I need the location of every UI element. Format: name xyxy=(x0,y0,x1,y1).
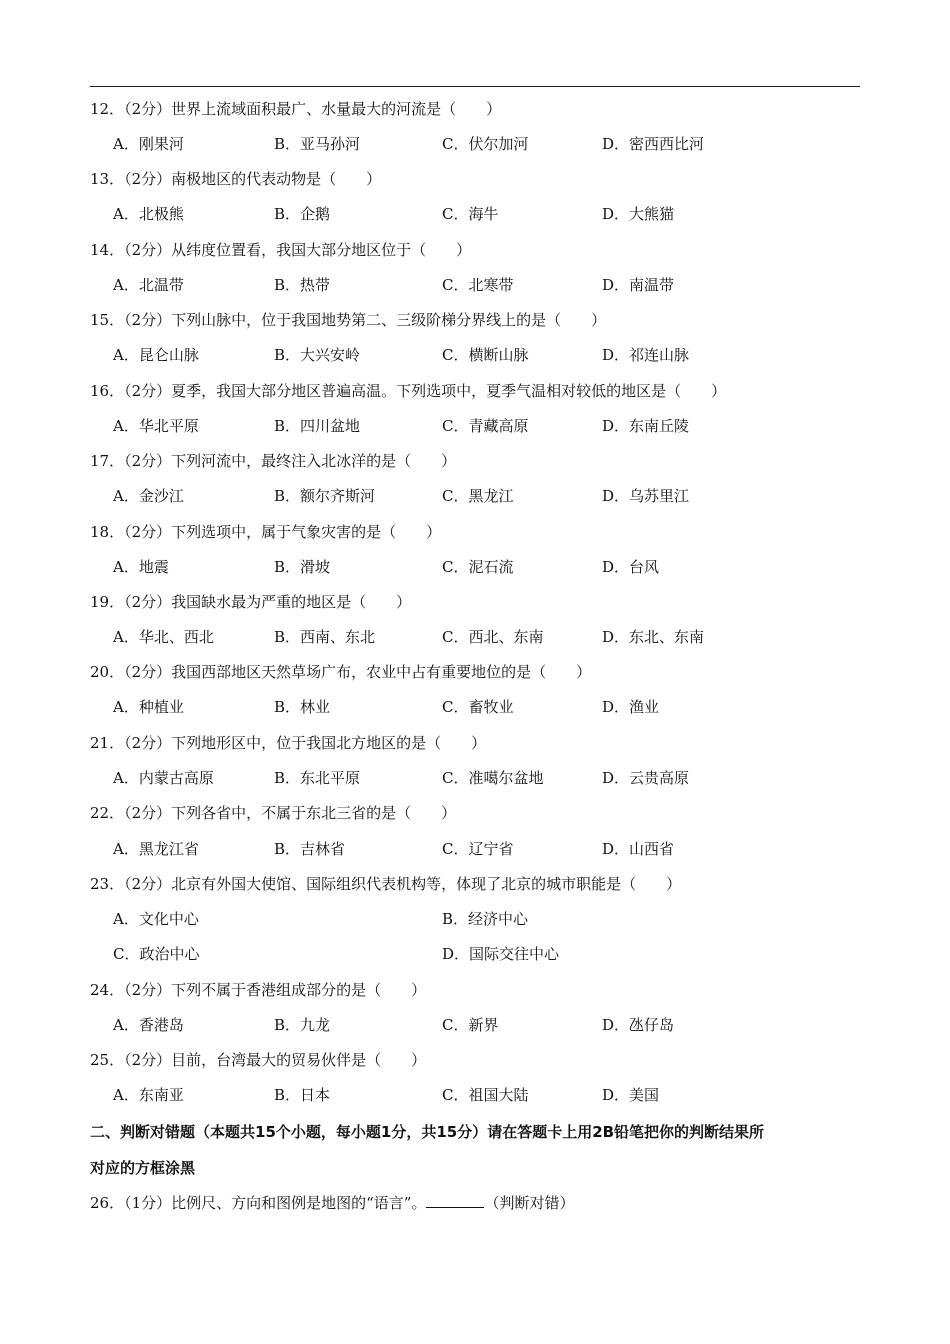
question-16-option-c: C．青藏高原 xyxy=(442,417,529,435)
question-21-stem: 21．（2分）下列地形区中，位于我国北方地区的是（ ） xyxy=(90,734,487,752)
question-23-stem: 23．（2分）北京有外国大使馆、国际组织代表机构等，体现了北京的城市职能是（ ） xyxy=(90,875,682,893)
question-17-stem: 17．（2分）下列河流中，最终注入北冰洋的是（ ） xyxy=(90,452,457,470)
question-16-option-b: B．四川盆地 xyxy=(274,417,361,435)
question-21-option-c: C．准噶尔盆地 xyxy=(442,769,544,787)
answer-blank[interactable] xyxy=(426,1193,484,1208)
question-16-stem: 16．（2分）夏季，我国大部分地区普遍高温。下列选项中，夏季气温相对较低的地区是（ ） xyxy=(90,382,727,400)
question-23-option-d: D．国际交往中心 xyxy=(442,945,560,963)
question-24-stem: 24．（2分）下列不属于香港组成部分的是（ ） xyxy=(90,981,427,999)
question-24-option-c: C．新界 xyxy=(442,1016,499,1034)
section-2-heading-line-1: 二、判断对错题（本题共15个小题，每小题1分，共15分）请在答题卡上用2B铅笔把你的判断结果所 xyxy=(90,1123,765,1141)
question-19-stem: 19．（2分）我国缺水最为严重的地区是（ ） xyxy=(90,593,412,611)
question-12-stem: 12．（2分）世界上流域面积最广、水量最大的河流是（ ） xyxy=(90,100,502,118)
question-25-option-b: B．日本 xyxy=(274,1086,331,1104)
question-15-option-d: D．祁连山脉 xyxy=(602,346,690,364)
question-14-option-d: D．南温带 xyxy=(602,276,675,294)
question-21-option-a: A．内蒙古高原 xyxy=(113,769,214,787)
question-16-option-d: D．东南丘陵 xyxy=(602,417,690,435)
question-18-option-c: C．泥石流 xyxy=(442,558,514,576)
question-20-option-b: B．林业 xyxy=(274,698,331,716)
question-19-option-a: A．华北、西北 xyxy=(113,628,214,646)
question-14-option-a: A．北温带 xyxy=(113,276,184,294)
question-25-option-c: C．祖国大陆 xyxy=(442,1086,529,1104)
question-17-option-b: B．额尔齐斯河 xyxy=(274,487,376,505)
question-23-option-c: C．政治中心 xyxy=(113,945,200,963)
question-18-option-a: A．地震 xyxy=(113,558,169,576)
question-12-option-b: B．亚马孙河 xyxy=(274,135,361,153)
section-2-heading-line-2: 对应的方框涂黑 xyxy=(90,1159,196,1177)
question-17-option-c: C．黑龙江 xyxy=(442,487,514,505)
question-20-option-d: D．渔业 xyxy=(602,698,660,716)
question-22-option-a: A．黑龙江省 xyxy=(113,840,199,858)
question-19-option-b: B．西南、东北 xyxy=(274,628,376,646)
question-12-option-a: A．刚果河 xyxy=(113,135,184,153)
question-25-stem: 25．（2分）目前，台湾最大的贸易伙伴是（ ） xyxy=(90,1051,427,1069)
question-17-option-d: D．乌苏里江 xyxy=(602,487,690,505)
question-24-option-d: D．氹仔岛 xyxy=(602,1016,675,1034)
question-13-option-b: B．企鹅 xyxy=(274,205,331,223)
question-18-option-d: D．台风 xyxy=(602,558,660,576)
question-22-stem: 22．（2分）下列各省中，不属于东北三省的是（ ） xyxy=(90,804,457,822)
question-24-option-a: A．香港岛 xyxy=(113,1016,184,1034)
question-26-stem: 26．（1分）比例尺、方向和图例是地图的“语言”。 xyxy=(90,1194,427,1212)
question-14-option-c: C．北寒带 xyxy=(442,276,514,294)
question-15-option-c: C．横断山脉 xyxy=(442,346,529,364)
question-24-option-b: B．九龙 xyxy=(274,1016,331,1034)
question-14-stem: 14．（2分）从纬度位置看，我国大部分地区位于（ ） xyxy=(90,241,472,259)
question-23-option-a: A．文化中心 xyxy=(113,910,199,928)
question-22-option-c: C．辽宁省 xyxy=(442,840,514,858)
question-20-option-c: C．畜牧业 xyxy=(442,698,514,716)
question-14-option-b: B．热带 xyxy=(274,276,331,294)
question-23-option-b: B．经济中心 xyxy=(442,910,529,928)
question-13-option-d: D．大熊猫 xyxy=(602,205,675,223)
question-21-option-b: B．东北平原 xyxy=(274,769,361,787)
question-22-option-d: D．山西省 xyxy=(602,840,675,858)
question-19-option-c: C．西北、东南 xyxy=(442,628,544,646)
question-13-option-a: A．北极熊 xyxy=(113,205,184,223)
question-13-option-c: C．海牛 xyxy=(442,205,499,223)
question-25-option-a: A．东南亚 xyxy=(113,1086,184,1104)
question-16-option-a: A．华北平原 xyxy=(113,417,199,435)
question-12-option-d: D．密西西比河 xyxy=(602,135,705,153)
question-26-suffix: （判断对错） xyxy=(484,1194,575,1212)
question-19-option-d: D．东北、东南 xyxy=(602,628,705,646)
question-15-option-b: B．大兴安岭 xyxy=(274,346,361,364)
question-12-option-c: C．伏尔加河 xyxy=(442,135,529,153)
question-20-option-a: A．种植业 xyxy=(113,698,184,716)
question-15-stem: 15．（2分）下列山脉中，位于我国地势第二、三级阶梯分界线上的是（ ） xyxy=(90,311,607,329)
question-21-option-d: D．云贵高原 xyxy=(602,769,690,787)
question-18-stem: 18．（2分）下列选项中，属于气象灾害的是（ ） xyxy=(90,523,442,541)
question-17-option-a: A．金沙江 xyxy=(113,487,184,505)
question-25-option-d: D．美国 xyxy=(602,1086,660,1104)
question-13-stem: 13．（2分）南极地区的代表动物是（ ） xyxy=(90,170,382,188)
header-rule xyxy=(90,86,860,87)
question-18-option-b: B．滑坡 xyxy=(274,558,331,576)
question-22-option-b: B．吉林省 xyxy=(274,840,346,858)
question-15-option-a: A．昆仑山脉 xyxy=(113,346,199,364)
question-26 xyxy=(90,1193,870,1213)
question-20-stem: 20．（2分）我国西部地区天然草场广布，农业中占有重要地位的是（ ） xyxy=(90,663,592,681)
